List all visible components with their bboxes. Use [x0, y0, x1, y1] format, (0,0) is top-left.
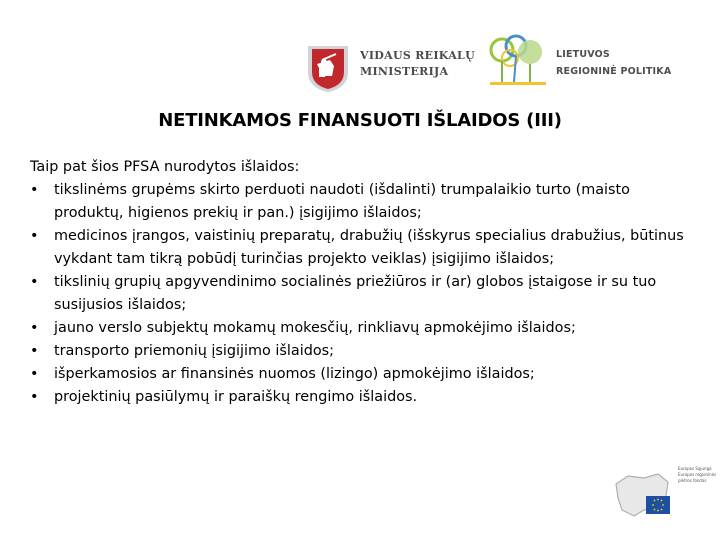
list-item: [30, 363, 690, 386]
footer-logo: [610, 466, 720, 540]
regional-policy-name: [556, 46, 671, 80]
list-item-text: projektinių pasiūlymų ir paraiškų rengimo išlaidos.: [54, 389, 418, 405]
bullet-icon: •: [30, 182, 39, 198]
bullet-icon: •: [30, 274, 39, 290]
list-item: [30, 317, 690, 340]
ministry-name: [360, 48, 475, 80]
eu-flag-icon: [646, 496, 670, 514]
bullet-icon: •: [30, 228, 39, 244]
ministry-line-1: VIDAUS REIKALŲ: [360, 49, 475, 62]
eu-text: Europos Sąjunga Europos regioninės plėtros fondas: [678, 466, 717, 483]
list-item-text: medicinos įrangos, vaistinių preparatų, drabužių (išskyrus specialius drabužius, būtinus vykdant tam tikrą pobūdį turinčias projekto veiklas) įsigijimo išlaidos;: [54, 228, 684, 267]
bullet-icon: •: [30, 366, 39, 382]
intro-text: Taip pat šios PFSA nurodytos išlaidos:: [30, 159, 300, 175]
regional-policy-logo-icon: [484, 32, 552, 92]
list-item-text: jauno verslo subjektų mokamų mokesčių, rinkliavų apmokėjimo išlaidos;: [54, 320, 576, 336]
list-item: [30, 340, 690, 363]
bullet-icon: •: [30, 389, 39, 405]
bullet-icon: •: [30, 343, 39, 359]
region-line-1: LIETUVOS: [556, 49, 610, 60]
bullet-list: [30, 179, 690, 409]
list-item: [30, 271, 690, 317]
list-item-text: išperkamosios ar finansinės nuomos (lizingo) apmokėjimo išlaidos;: [54, 366, 535, 382]
list-item-text: tikslinių grupių apgyvendinimo socialinės priežiūros ir (ar) globos įstaigose ir su tuo susijusios išlaidos;: [54, 274, 657, 313]
list-item-text: transporto priemonių įsigijimo išlaidos;: [54, 343, 335, 359]
list-item: [30, 179, 690, 225]
list-item: [30, 225, 690, 271]
header: [0, 28, 720, 98]
bullet-icon: •: [30, 320, 39, 336]
list-item-text: tikslinėms grupėms skirto perduoti naudoti (išdalinti) trumpalaikio turto (maisto produktų, higienos prekių ir pan.) įsigijimo išlaidos;: [54, 182, 630, 221]
ministry-line-2: MINISTERIJA: [360, 65, 449, 78]
region-line-2: REGIONINĖ POLITIKA: [556, 66, 672, 77]
list-item: [30, 386, 690, 409]
slide-body: [30, 156, 690, 409]
slide-title: NETINKAMOS FINANSUOTI IŠLAIDOS (III): [158, 110, 562, 131]
coat-of-arms-icon: [302, 42, 354, 94]
